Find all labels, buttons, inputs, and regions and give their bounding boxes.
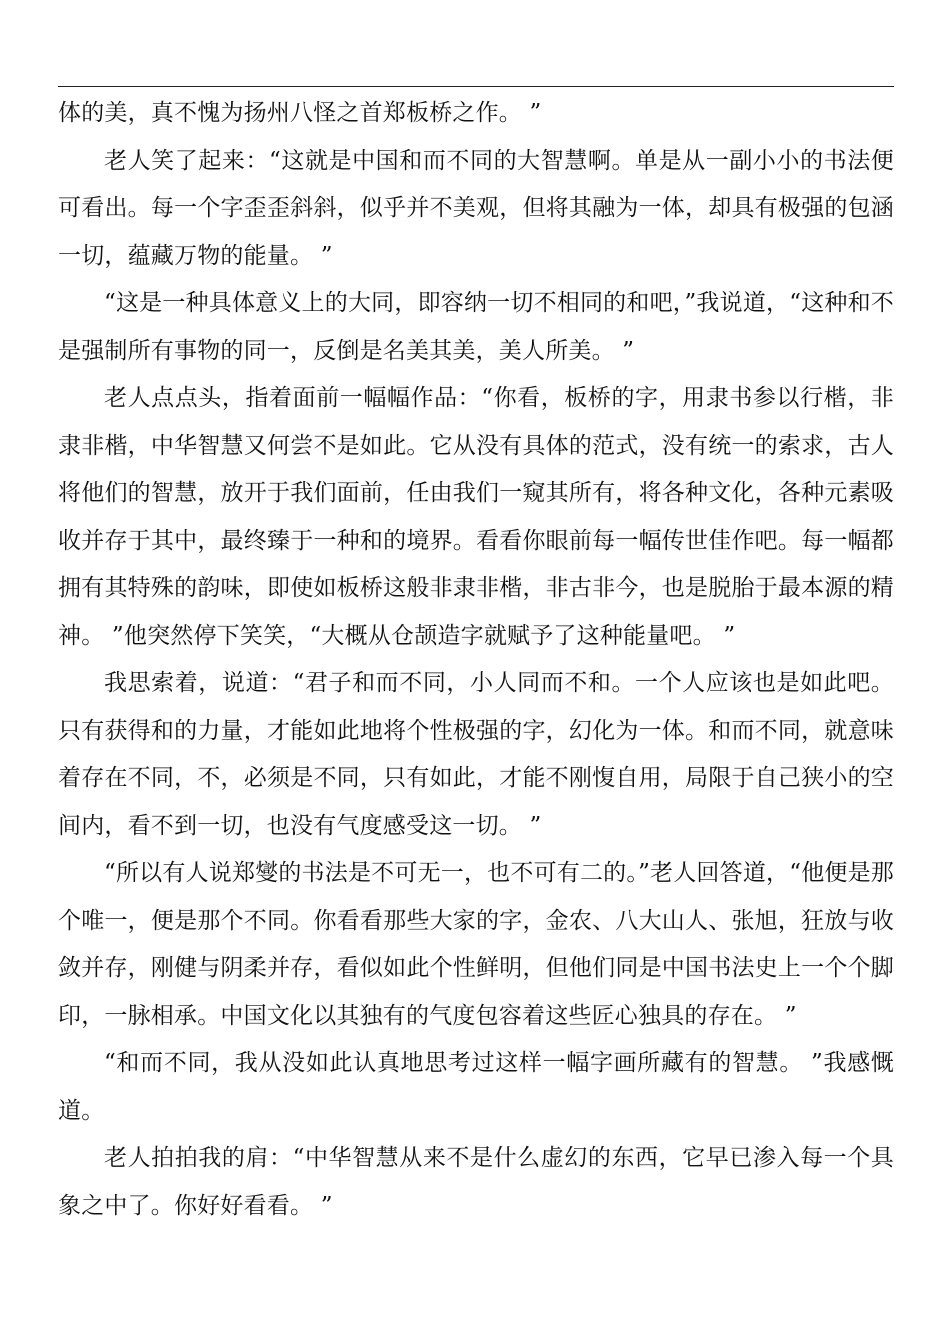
paragraph: 老人点点头，指着面前一幅幅作品：“你看，板桥的字，用隶书参以行楷，非隶非楷，中华智慧又何尝不是如此。它从没有具体的范式，没有统一的索求，古人将他们的智慧，放开于我们面前，任由我们一窥其所有，将各种文化，各种元素吸收并存于其中，最终臻于一种和的境界。看看你眼前每一幅传世佳作吧。每一幅都拥有其特殊的韵味，即使如板桥这般非隶非楷，非古非今，也是脱胎于最本源的精神。 ”他突然停下笑笑，“大概从仓颉造字就赋予了这种能量吧。 ” xyxy=(58,385,894,649)
paragraph: “和而不同，我从没如此认真地思考过这样一幅字画所藏有的智慧。 ”我感慨道。 xyxy=(58,1050,894,1124)
paragraph: 老人笑了起来：“这就是中国和而不同的大智慧啊。单是从一副小小的书法便可看出。每一个字歪歪斜斜，似乎并不美观，但将其融为一体，却具有极强的包涵一切，蕴藏万物的能量。 ” xyxy=(58,147,894,269)
paragraph: 我思索着，说道：“君子和而不同，小人同而不和。一个人应该也是如此吧。只有获得和的力量，才能如此地将个性极强的字，幻化为一体。和而不同，就意味着存在不同，不，必须是不同，只有如此，才能不刚愎自用，局限于自己狭小的空间内，看不到一切，也没有气度感受这一切。 ” xyxy=(58,670,894,839)
essay-body xyxy=(58,90,894,1230)
paragraph: 老人拍拍我的肩：“中华智慧从来不是什么虚幻的东西，它早已渗入每一个具象之中了。你好好看看。 ” xyxy=(58,1145,894,1219)
paragraph: “所以有人说郑燮的书法是不可无一，也不可有二的。”老人回答道，“他便是那个唯一，便是那个不同。你看看那些大家的字，金农、八大山人、张旭，狂放与收敛并存，刚健与阴柔并存，看似如此个性鲜明，但他们同是中国书法史上一个个脚印，一脉相承。中国文化以其独有的气度包容着这些匠心独具的存在。 ” xyxy=(58,860,894,1029)
paragraph: “这是一种具体意义上的大同，即容纳一切不相同的和吧，”我说道，“这种和不是强制所有事物的同一，反倒是名美其美，美人所美。 ” xyxy=(58,290,894,364)
paragraph-continuation: 体的美，真不愧为扬州八怪之首郑板桥之作。 ” xyxy=(58,100,542,126)
header-rule xyxy=(58,86,894,87)
